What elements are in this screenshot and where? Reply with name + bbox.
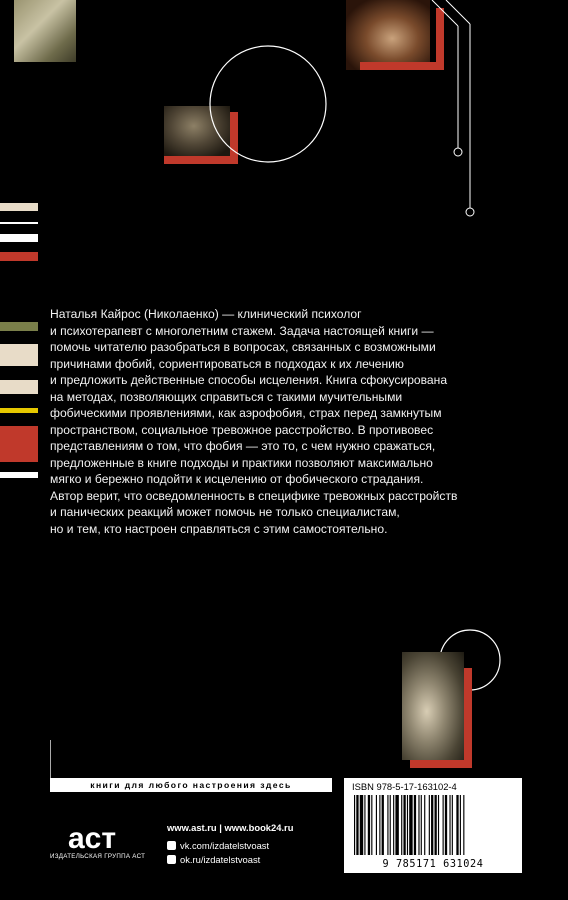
- decorative-line: [446, 0, 470, 24]
- color-stripe: [0, 222, 38, 224]
- publisher-caption: ИЗДАТЕЛЬСКАЯ ГРУППА АСТ: [50, 853, 146, 860]
- barcode-bar: [401, 795, 402, 855]
- description-line: представлениям о том, что фобия — это то, с чем нужно сражаться,: [50, 439, 436, 453]
- barcode-bar: [354, 795, 355, 855]
- publisher-websites: www.ast.ru | www.book24.ru: [167, 822, 294, 833]
- barcode-bar: [395, 795, 398, 855]
- red-frame-accent: [464, 668, 472, 768]
- ok-link: ok.ru/izdatelstvoast: [167, 854, 260, 865]
- barcode-block: [344, 778, 522, 873]
- description-line: причинами фобий, сориентироваться в подходах к их лечению: [50, 356, 404, 371]
- description-line: и психотерапевт с многолетним стажем. Задача настоящей книги —: [50, 323, 434, 338]
- color-stripe: [0, 234, 38, 242]
- barcode-bar: [403, 795, 405, 855]
- vk-icon: [167, 841, 176, 850]
- description-line: Автор верит, что осведомленность в специфике тревожных расстройств: [50, 488, 458, 503]
- barcode-bar: [431, 795, 433, 855]
- color-stripe: [0, 203, 38, 211]
- barcode-bar: [393, 795, 394, 855]
- description-line: фобическими проявлениями, как аэрофобия, страх перед замкнутым: [50, 406, 442, 420]
- barcode-bar: [414, 795, 416, 855]
- barcode-bar: [409, 795, 412, 855]
- description-line: и предложить действенные способы исцеления. Книга сфокусирована: [50, 373, 448, 387]
- decorative-circle: [210, 46, 326, 162]
- color-stripe: [0, 344, 38, 366]
- barcode-bar: [421, 795, 422, 855]
- barcode-bar: [356, 795, 358, 855]
- description-line: Наталья Кайрос (Николаенко) — клинический психолог: [50, 307, 362, 321]
- decorative-node: [454, 148, 462, 156]
- barcode-bar: [452, 795, 453, 855]
- color-stripe: [0, 322, 38, 331]
- barcode-bar: [463, 795, 464, 855]
- painting-fragment-bottom-right: [402, 652, 464, 760]
- barcode-bar: [429, 795, 430, 855]
- description-line: помочь читателю разобраться в вопросах, связанных с возможными: [50, 340, 436, 354]
- color-stripe: [0, 380, 38, 394]
- barcode-bar: [382, 795, 384, 855]
- barcode-bar: [435, 795, 437, 855]
- barcode-bar: [456, 795, 458, 855]
- description-line: и панических реакций может помочь не только специалистам,: [50, 505, 400, 519]
- barcode-bar: [443, 795, 444, 855]
- description-line: предложенные в книге подходы и практики позволяют максимально: [50, 455, 433, 470]
- color-stripe: [0, 252, 38, 261]
- decorative-line: [432, 0, 458, 26]
- barcode-bars: [354, 795, 512, 859]
- description-line: но и тем, кто настроен справляться с этим самостоятельно.: [50, 521, 388, 536]
- barcode-bar: [390, 795, 391, 855]
- barcode-bar: [438, 795, 439, 855]
- barcode-bar: [360, 795, 363, 855]
- red-frame-accent: [410, 760, 472, 768]
- barcode-bar: [371, 795, 372, 855]
- color-stripe: [0, 408, 38, 413]
- barcode-digits: 9 785171 631024: [382, 859, 484, 870]
- decorative-node: [466, 208, 474, 216]
- vk-link: vk.com/izdatelstvoast: [167, 840, 269, 851]
- barcode-bar: [460, 795, 461, 855]
- color-stripe: [0, 426, 38, 462]
- barcode-bar: [376, 795, 377, 855]
- barcode-bar: [449, 795, 450, 855]
- description-line: пространством, социальное тревожное расстройство. В противовес: [50, 422, 434, 437]
- barcode-bar: [424, 795, 425, 855]
- barcode-bar: [368, 795, 370, 855]
- barcode-bar: [445, 795, 447, 855]
- book-description: [50, 306, 550, 537]
- color-stripe: [0, 472, 38, 478]
- ok-icon: [167, 855, 176, 864]
- barcode-bar: [364, 795, 365, 855]
- tagline-bar: книги для любого настроения здесь: [50, 778, 332, 792]
- barcode-bar: [379, 795, 380, 855]
- description-line: мягко и бережно подойти к исцелению от фобического страдания.: [50, 472, 424, 486]
- isbn-label: ISBN 978-5-17-163102-4: [352, 781, 457, 792]
- svg-text:аст: аст: [68, 822, 117, 855]
- barcode-bar: [387, 795, 388, 855]
- description-line: на методах, позволяющих справиться с такими мучительными: [50, 389, 403, 404]
- barcode-bar: [407, 795, 408, 855]
- barcode-bar: [418, 795, 419, 855]
